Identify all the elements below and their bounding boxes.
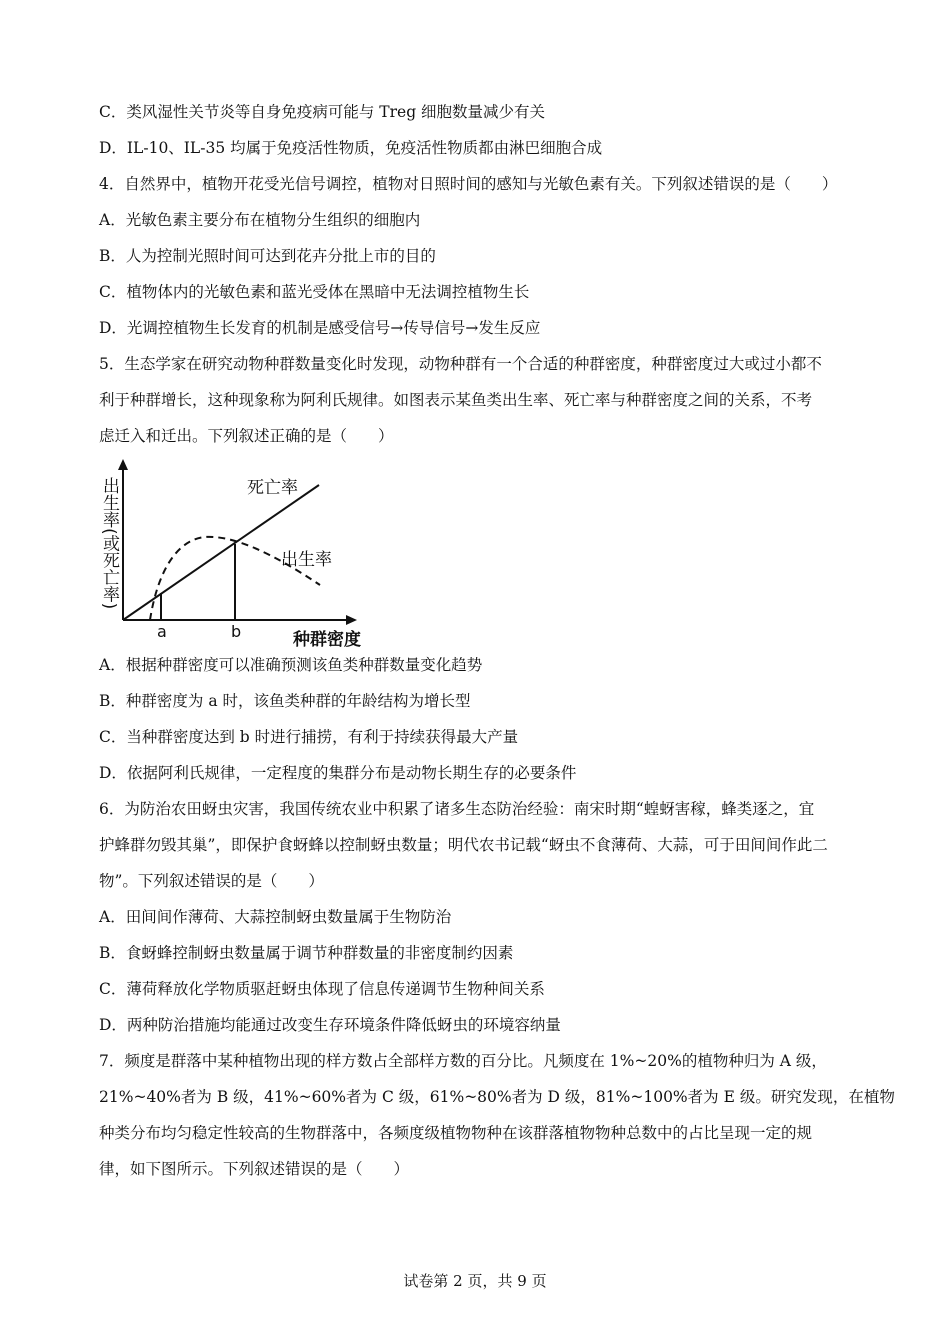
text-line: 4．自然界中，植物开花受光信号调控，植物对日照时间的感知与光敏色素有关。下列叙述错误的是（ ）: [99, 175, 838, 193]
text-line: C．植物体内的光敏色素和蓝光受体在黑暗中无法调控植物生长: [99, 283, 530, 301]
point-a-label: a: [157, 622, 167, 641]
text-line: C．当种群密度达到 b 时进行捕捞，有利于持续获得最大产量: [99, 728, 519, 746]
page-footer: 试卷第 2 页，共 9 页: [403, 1272, 547, 1290]
text-line: A．根据种群密度可以准确预测该鱼类种群数量变化趋势: [99, 656, 483, 674]
text-line: C．薄荷释放化学物质驱赶蚜虫体现了信息传递调节生物种间关系: [99, 980, 545, 998]
point-b-label: b: [231, 622, 242, 641]
text-line: 21%~40%者为 B 级，41%~60%者为 C 级，61%~80%者为 D 级，81%~100%者为 E 级。研究发现，在植物: [99, 1088, 895, 1106]
text-line: D．两种防治措施均能通过改变生存环境条件降低蚜虫的环境容纳量: [99, 1016, 561, 1034]
x-axis-arrow-icon: [346, 615, 357, 625]
text-line: B．人为控制光照时间可达到花卉分批上市的目的: [99, 247, 436, 265]
text-line: 5．生态学家在研究动物种群数量变化时发现，动物种群有一个合适的种群密度，种群密度过大或过小都不: [99, 355, 822, 373]
population-density-figure: [95, 455, 385, 650]
text-line: D．IL-10、IL-35 均属于免疫活性物质，免疫活性物质都由淋巴细胞合成: [99, 139, 603, 157]
text-line: 利于种群增长，这种现象称为阿利氏规律。如图表示某鱼类出生率、死亡率与种群密度之间的关系，不考: [99, 391, 813, 409]
text-line: D．光调控植物生长发育的机制是感受信号→传导信号→发生反应: [99, 319, 541, 337]
text-line: 护蜂群勿毁其巢”，即保护食蚜蜂以控制蚜虫数量；明代农书记载“蚜虫不食薄荷、大蒜，可于田间间作此二: [99, 836, 828, 854]
y-axis-arrow-icon: [118, 459, 128, 470]
text-line: B．食蚜蜂控制蚜虫数量属于调节种群数量的非密度制约因素: [99, 944, 514, 962]
text-line: D．依据阿利氏规律，一定程度的集群分布是动物长期生存的必要条件: [99, 764, 577, 782]
birth-rate-label: 出生率: [281, 550, 332, 570]
text-line: 6．为防治农田蚜虫灾害，我国传统农业中积累了诸多生态防治经验：南宋时期“蝗蚜害稼，蜂类逐之，宜: [99, 800, 815, 818]
text-line: A．田间间作薄荷、大蒜控制蚜虫数量属于生物防治: [99, 908, 452, 926]
text-line: 物”。下列叙述错误的是（ ）: [99, 872, 324, 890]
death-rate-label: 死亡率: [247, 478, 298, 498]
text-line: 律，如下图所示。下列叙述错误的是（ ）: [99, 1160, 410, 1178]
text-line: 7．频度是群落中某种植物出现的样方数占全部样方数的百分比。凡频度在 1%~20%的植物种归为 A 级，: [99, 1052, 827, 1070]
text-line: B．种群密度为 a 时，该鱼类种群的年龄结构为增长型: [99, 692, 471, 710]
text-line: C．类风湿性关节炎等自身免疫病可能与 Treg 细胞数量减少有关: [99, 103, 546, 121]
y-axis-label: 出生率(或死亡率): [99, 477, 119, 610]
text-line: A．光敏色素主要分布在植物分生组织的细胞内: [99, 211, 421, 229]
text-line: 种类分布均匀稳定性较高的生物群落中，各频度级植物物种在该群落植物物种总数中的占比呈现一定的规: [99, 1124, 813, 1142]
text-line: 虑迁入和迁出。下列叙述正确的是（ ）: [99, 427, 394, 445]
x-axis-label: 种群密度: [293, 630, 361, 650]
